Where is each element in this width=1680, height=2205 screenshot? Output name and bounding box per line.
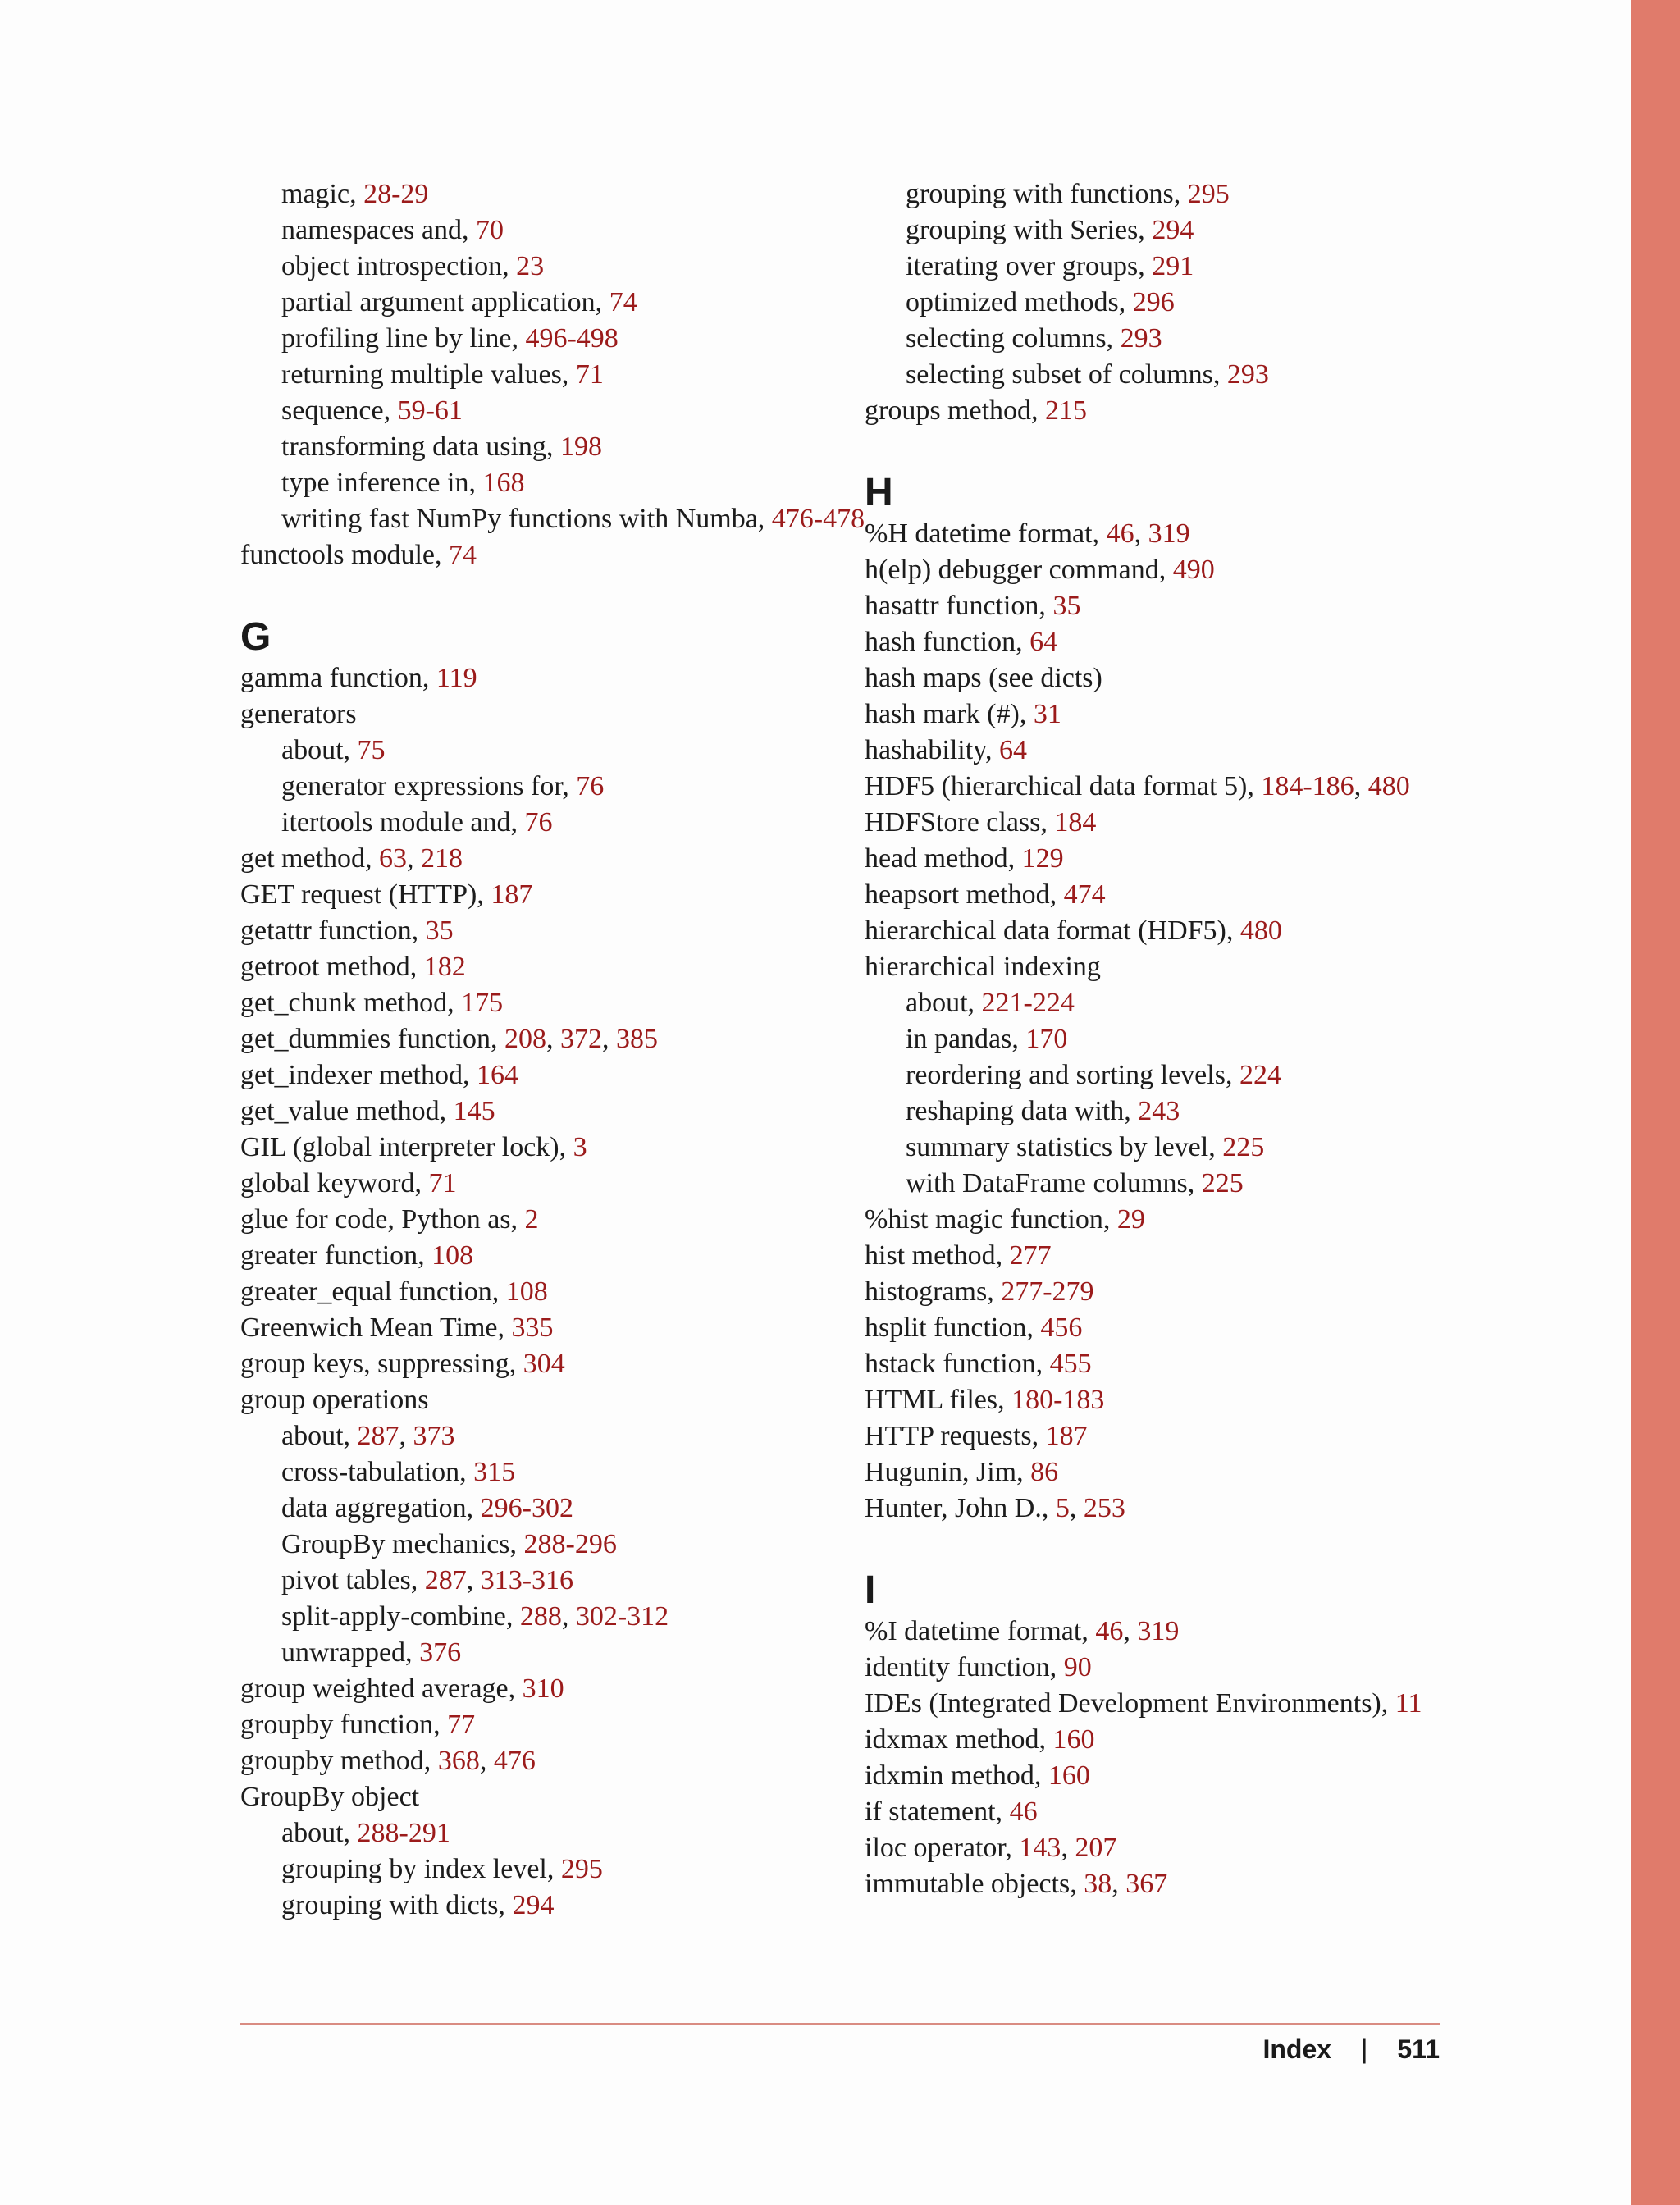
index-term: writing fast NumPy functions with Numba, bbox=[281, 504, 772, 534]
page-reference-link[interactable]: 160 bbox=[1052, 1724, 1095, 1755]
index-term: GET request (HTTP), bbox=[240, 879, 491, 910]
index-subentry bbox=[240, 1563, 897, 1599]
index-term: global keyword, bbox=[240, 1168, 429, 1198]
index-term: %H datetime format, bbox=[865, 518, 1107, 549]
page-reference-link[interactable]: 456 bbox=[1040, 1312, 1083, 1343]
page-reference-link[interactable]: 293 bbox=[1120, 323, 1162, 354]
page-number: 511 bbox=[1397, 2034, 1440, 2064]
index-term: gamma function, bbox=[240, 663, 436, 693]
page-reference-link[interactable]: 335 bbox=[511, 1312, 554, 1343]
index-term: groups method, bbox=[865, 395, 1046, 426]
index-entry bbox=[240, 877, 897, 913]
index-entry bbox=[865, 1274, 1521, 1310]
index-term: grouping by index level, bbox=[281, 1854, 561, 1884]
page-reference-link[interactable]: 215 bbox=[1045, 395, 1088, 426]
page-reference-link[interactable]: 253 bbox=[1083, 1493, 1125, 1523]
index-entry bbox=[865, 1202, 1521, 1238]
index-term: about, bbox=[281, 1421, 358, 1451]
page-reference-link[interactable]: 207 bbox=[1075, 1833, 1117, 1863]
page-reference-link[interactable]: 64 bbox=[999, 735, 1027, 765]
section-letter-i: I bbox=[865, 1568, 876, 1612]
index-term: HTTP requests, bbox=[865, 1421, 1046, 1451]
index-term: immutable objects, bbox=[865, 1869, 1084, 1899]
page-reference-link[interactable]: 119 bbox=[436, 663, 477, 693]
index-subentry bbox=[865, 321, 1521, 357]
page-reference-link[interactable]: 160 bbox=[1048, 1760, 1090, 1791]
index-term: get_chunk method, bbox=[240, 988, 462, 1018]
index-term: cross-tabulation, bbox=[281, 1457, 474, 1487]
page-reference-link[interactable]: 490 bbox=[1172, 555, 1215, 585]
page-reference-link[interactable]: 70 bbox=[475, 215, 504, 245]
index-entry bbox=[865, 1830, 1521, 1866]
index-subentry bbox=[865, 985, 1521, 1021]
page-reference-link[interactable]: 319 bbox=[1148, 518, 1190, 549]
index-subentry bbox=[240, 1418, 897, 1454]
index-entry bbox=[240, 985, 897, 1021]
page-reference-link[interactable]: 71 bbox=[428, 1168, 457, 1198]
page-separator: , bbox=[399, 1421, 413, 1451]
index-entry bbox=[240, 1382, 897, 1418]
index-entry bbox=[865, 1238, 1521, 1274]
page-reference-link[interactable]: 164 bbox=[476, 1060, 518, 1090]
page-reference-link[interactable]: 294 bbox=[1152, 215, 1194, 245]
index-entry bbox=[240, 1057, 897, 1093]
index-entry bbox=[240, 1093, 897, 1130]
page-reference-link[interactable]: 277 bbox=[1009, 1240, 1052, 1271]
page-reference-link[interactable]: 86 bbox=[1030, 1457, 1059, 1487]
page-reference-link[interactable]: 77 bbox=[447, 1710, 476, 1740]
page-separator: , bbox=[561, 1601, 576, 1632]
index-column-right bbox=[865, 176, 1521, 1902]
index-term: about, bbox=[906, 988, 982, 1018]
page-reference-link[interactable]: 168 bbox=[482, 468, 525, 498]
index-term: Hunter, John D., bbox=[865, 1493, 1056, 1523]
index-term: idxmin method, bbox=[865, 1760, 1048, 1791]
index-subentry bbox=[240, 357, 897, 393]
page-reference-link[interactable]: 376 bbox=[419, 1637, 462, 1668]
index-term: greater_equal function, bbox=[240, 1276, 506, 1307]
index-term: get_dummies function, bbox=[240, 1024, 505, 1054]
page-reference-link[interactable]: 29 bbox=[1116, 1204, 1145, 1235]
index-term: unwrapped, bbox=[281, 1637, 420, 1668]
index-subentry bbox=[240, 733, 897, 769]
index-term: reshaping data with, bbox=[906, 1096, 1139, 1126]
index-subentry bbox=[240, 769, 897, 805]
page-reference-link[interactable]: 243 bbox=[1138, 1096, 1180, 1126]
index-subentry bbox=[865, 1166, 1521, 1202]
page-reference-link[interactable]: 474 bbox=[1063, 879, 1106, 910]
page-reference-link[interactable]: 170 bbox=[1025, 1024, 1068, 1054]
page-reference-link[interactable]: 295 bbox=[560, 1854, 603, 1884]
index-entry bbox=[865, 1614, 1521, 1650]
index-subentry bbox=[865, 1130, 1521, 1166]
page-reference-link[interactable]: 75 bbox=[357, 735, 386, 765]
page-reference-link[interactable]: 184-186 bbox=[1261, 771, 1354, 801]
index-term: profiling line by line, bbox=[281, 323, 526, 354]
index-term: Hugunin, Jim, bbox=[865, 1457, 1031, 1487]
index-entry bbox=[240, 1202, 897, 1238]
page-reference-link[interactable]: 76 bbox=[524, 807, 553, 838]
index-subentry bbox=[240, 1815, 897, 1851]
page-reference-link[interactable]: 291 bbox=[1152, 251, 1194, 281]
index-entry bbox=[865, 769, 1521, 805]
page-reference-link[interactable]: 46 bbox=[1009, 1796, 1038, 1827]
page-reference-link[interactable]: 480 bbox=[1367, 771, 1410, 801]
page-reference-link[interactable]: 35 bbox=[425, 915, 454, 946]
index-subentry bbox=[240, 1527, 897, 1563]
index-entry bbox=[865, 1382, 1521, 1418]
index-entry bbox=[240, 660, 897, 696]
index-term: Greenwich Mean Time, bbox=[240, 1312, 512, 1343]
index-subentry bbox=[240, 176, 897, 212]
page-reference-link[interactable]: 129 bbox=[1021, 843, 1064, 874]
index-term: groupby function, bbox=[240, 1710, 448, 1740]
index-entry bbox=[865, 1866, 1521, 1902]
index-subentry bbox=[240, 1635, 897, 1671]
page-reference-link[interactable]: 35 bbox=[1052, 591, 1081, 621]
page-reference-link[interactable]: 480 bbox=[1239, 915, 1282, 946]
page-reference-link[interactable]: 367 bbox=[1125, 1869, 1168, 1899]
page-reference-link[interactable]: 59-61 bbox=[397, 395, 463, 426]
index-entry bbox=[865, 949, 1521, 985]
page-reference-link[interactable]: 293 bbox=[1226, 359, 1269, 390]
index-term: hasattr function, bbox=[865, 591, 1053, 621]
index-subentry bbox=[865, 1021, 1521, 1057]
index-entry bbox=[240, 949, 897, 985]
page-reference-link[interactable]: 296-302 bbox=[480, 1493, 573, 1523]
index-entry bbox=[865, 1310, 1521, 1346]
index-subentry bbox=[865, 249, 1521, 285]
index-entry bbox=[865, 1758, 1521, 1794]
page-reference-link[interactable]: 187 bbox=[491, 879, 533, 910]
index-entry bbox=[865, 841, 1521, 877]
page-reference-link[interactable]: 28-29 bbox=[363, 179, 429, 209]
page-reference-link[interactable]: 221-224 bbox=[981, 988, 1075, 1018]
page-reference-link[interactable]: 310 bbox=[522, 1673, 564, 1704]
index-entry bbox=[865, 588, 1521, 624]
page-reference-link[interactable]: 71 bbox=[575, 359, 604, 390]
page-separator: , bbox=[1112, 1869, 1126, 1899]
page-separator: , bbox=[1134, 518, 1148, 549]
index-term: about, bbox=[281, 1818, 358, 1848]
page-reference-link[interactable]: 224 bbox=[1239, 1060, 1281, 1090]
index-term: GroupBy object bbox=[240, 1782, 420, 1812]
index-entry bbox=[865, 660, 1521, 696]
index-entry bbox=[240, 913, 897, 949]
index-entry bbox=[240, 1166, 897, 1202]
page-reference-link[interactable]: 31 bbox=[1033, 699, 1061, 729]
index-entry bbox=[865, 552, 1521, 588]
page-reference-link[interactable]: 288-291 bbox=[357, 1818, 450, 1848]
index-subentry bbox=[240, 429, 897, 465]
index-subentry bbox=[240, 1454, 897, 1491]
index-entry bbox=[865, 1650, 1521, 1686]
page-reference-link[interactable]: 302-312 bbox=[575, 1601, 669, 1632]
page-reference-link[interactable]: 63 bbox=[379, 843, 408, 874]
page-separator: , bbox=[1354, 771, 1368, 801]
page-reference-link[interactable]: 287 bbox=[357, 1421, 399, 1451]
index-term: greater function, bbox=[240, 1240, 432, 1271]
page-reference-link[interactable]: 108 bbox=[505, 1276, 548, 1307]
index-entry bbox=[240, 1743, 897, 1779]
index-subentry bbox=[865, 357, 1521, 393]
index-subentry bbox=[240, 501, 897, 537]
index-term: hash function, bbox=[865, 627, 1030, 657]
index-term: HDFStore class, bbox=[865, 807, 1055, 838]
page-separator: , bbox=[407, 843, 422, 874]
index-subentry bbox=[240, 805, 897, 841]
index-entry bbox=[240, 1779, 897, 1815]
index-term: IDEs (Integrated Development Environments), bbox=[865, 1688, 1395, 1719]
index-entry bbox=[865, 393, 1521, 429]
page-reference-link[interactable]: 288-296 bbox=[523, 1529, 617, 1559]
section-letter-g: G bbox=[240, 615, 272, 659]
page-reference-link[interactable]: 287 bbox=[424, 1565, 467, 1596]
index-term: data aggregation, bbox=[281, 1493, 481, 1523]
page-separator: , bbox=[479, 1746, 494, 1776]
index-term: grouping with dicts, bbox=[281, 1890, 513, 1920]
index-term: returning multiple values, bbox=[281, 359, 576, 390]
index-term: transforming data using, bbox=[281, 431, 560, 462]
page-reference-link[interactable]: 225 bbox=[1222, 1132, 1265, 1162]
index-entry bbox=[240, 841, 897, 877]
index-subentry bbox=[240, 1888, 897, 1924]
index-subentry bbox=[240, 249, 897, 285]
index-term: partial argument application, bbox=[281, 287, 609, 317]
index-entry bbox=[865, 516, 1521, 552]
index-entry bbox=[865, 696, 1521, 733]
page-reference-link[interactable]: 372 bbox=[560, 1024, 603, 1054]
index-entry bbox=[865, 1491, 1521, 1527]
page-separator: , bbox=[1123, 1616, 1138, 1646]
index-entry bbox=[240, 1671, 897, 1707]
index-term: optimized methods, bbox=[906, 287, 1133, 317]
index-subentry bbox=[240, 1491, 897, 1527]
page-reference-link[interactable]: 198 bbox=[559, 431, 602, 462]
index-subentry bbox=[240, 285, 897, 321]
index-term: head method, bbox=[865, 843, 1022, 874]
index-term: summary statistics by level, bbox=[906, 1132, 1223, 1162]
index-entry bbox=[240, 1274, 897, 1310]
index-subentry bbox=[240, 393, 897, 429]
index-entry bbox=[865, 1346, 1521, 1382]
index-term: get method, bbox=[240, 843, 380, 874]
page-reference-link[interactable]: 76 bbox=[576, 771, 605, 801]
page-reference-link[interactable]: 90 bbox=[1063, 1652, 1092, 1682]
index-subentry bbox=[240, 1599, 897, 1635]
index-subentry bbox=[240, 1851, 897, 1888]
page-reference-link[interactable]: 46 bbox=[1095, 1616, 1124, 1646]
index-term: identity function, bbox=[865, 1652, 1064, 1682]
index-term: hsplit function, bbox=[865, 1312, 1041, 1343]
index-entry bbox=[240, 1707, 897, 1743]
page-reference-link[interactable]: 218 bbox=[421, 843, 463, 874]
index-subentry bbox=[865, 212, 1521, 249]
page-reference-link[interactable]: 182 bbox=[423, 952, 466, 982]
index-entry bbox=[865, 805, 1521, 841]
index-entry bbox=[865, 1686, 1521, 1722]
page-reference-link[interactable]: 319 bbox=[1137, 1616, 1180, 1646]
index-entry bbox=[240, 1021, 897, 1057]
page-reference-link[interactable]: 145 bbox=[453, 1096, 495, 1126]
index-term: itertools module and, bbox=[281, 807, 525, 838]
index-term: h(elp) debugger command, bbox=[865, 555, 1173, 585]
page-reference-link[interactable]: 313-316 bbox=[480, 1565, 574, 1596]
page-reference-link[interactable]: 64 bbox=[1029, 627, 1058, 657]
index-term: namespaces and, bbox=[281, 215, 476, 245]
index-subentry bbox=[865, 285, 1521, 321]
index-term: iloc operator, bbox=[865, 1833, 1020, 1863]
index-term: idxmax method, bbox=[865, 1724, 1053, 1755]
index-term: hashability, bbox=[865, 735, 999, 765]
index-subentry bbox=[865, 1057, 1521, 1093]
page-reference-link[interactable]: 476 bbox=[493, 1746, 536, 1776]
page-reference-link[interactable]: 225 bbox=[1201, 1168, 1244, 1198]
index-term: with DataFrame columns, bbox=[906, 1168, 1202, 1198]
index-term: in pandas, bbox=[906, 1024, 1026, 1054]
index-term: get_value method, bbox=[240, 1096, 454, 1126]
index-term: getattr function, bbox=[240, 915, 426, 946]
index-term: GIL (global interpreter lock), bbox=[240, 1132, 573, 1162]
index-entry bbox=[240, 1346, 897, 1382]
index-term: if statement, bbox=[865, 1796, 1010, 1827]
index-entry bbox=[240, 1130, 897, 1166]
index-term: hash mark (#), bbox=[865, 699, 1034, 729]
page-separator: , bbox=[466, 1565, 481, 1596]
index-term: type inference in, bbox=[281, 468, 483, 498]
index-term: %I datetime format, bbox=[865, 1616, 1096, 1646]
page-reference-link[interactable]: 296 bbox=[1132, 287, 1175, 317]
index-term: group keys, suppressing, bbox=[240, 1349, 523, 1379]
page-reference-link[interactable]: 3 bbox=[573, 1132, 587, 1162]
page-reference-link[interactable]: 455 bbox=[1049, 1349, 1092, 1379]
index-term: split-apply-combine, bbox=[281, 1601, 520, 1632]
page-reference-link[interactable]: 46 bbox=[1106, 518, 1134, 549]
page-reference-link[interactable]: 184 bbox=[1054, 807, 1097, 838]
index-term: iterating over groups, bbox=[906, 251, 1153, 281]
page-reference-link[interactable]: 74 bbox=[609, 287, 637, 317]
page-reference-link[interactable]: 315 bbox=[473, 1457, 516, 1487]
index-term: selecting columns, bbox=[906, 323, 1121, 354]
index-term: functools module, bbox=[240, 540, 450, 570]
page-reference-link[interactable]: 23 bbox=[516, 251, 545, 281]
index-entry bbox=[865, 1454, 1521, 1491]
page-reference-link[interactable]: 38 bbox=[1084, 1869, 1112, 1899]
edge-thumb-tab bbox=[1631, 0, 1680, 2205]
footer-rule bbox=[240, 2023, 1440, 2025]
index-subentry bbox=[240, 321, 897, 357]
index-term: glue for code, Python as, bbox=[240, 1204, 525, 1235]
index-term: HTML files, bbox=[865, 1385, 1012, 1415]
page-reference-link[interactable]: 294 bbox=[512, 1890, 555, 1920]
index-term: generators bbox=[240, 699, 357, 729]
page-separator: , bbox=[546, 1024, 561, 1054]
page-reference-link[interactable]: 74 bbox=[449, 540, 477, 570]
page-reference-link[interactable]: 288 bbox=[519, 1601, 562, 1632]
index-subentry bbox=[240, 212, 897, 249]
page-reference-link[interactable]: 11 bbox=[1395, 1688, 1422, 1719]
index-term: pivot tables, bbox=[281, 1565, 425, 1596]
index-entry bbox=[240, 1310, 897, 1346]
index-subentry bbox=[240, 465, 897, 501]
page-reference-link[interactable]: 304 bbox=[523, 1349, 565, 1379]
index-term: %hist magic function, bbox=[865, 1204, 1117, 1235]
index-term: generator expressions for, bbox=[281, 771, 577, 801]
page-reference-link[interactable]: 496-498 bbox=[525, 323, 619, 354]
index-term: grouping with Series, bbox=[906, 215, 1153, 245]
index-term: get_indexer method, bbox=[240, 1060, 477, 1090]
page-reference-link[interactable]: 5 bbox=[1055, 1493, 1070, 1523]
page-reference-link[interactable]: 175 bbox=[461, 988, 504, 1018]
index-term: hierarchical data format (HDF5), bbox=[865, 915, 1240, 946]
index-term: sequence, bbox=[281, 395, 398, 426]
index-term: getroot method, bbox=[240, 952, 424, 982]
index-entry bbox=[865, 913, 1521, 949]
index-term: reordering and sorting levels, bbox=[906, 1060, 1239, 1090]
index-entry bbox=[865, 624, 1521, 660]
index-term: hist method, bbox=[865, 1240, 1010, 1271]
page-reference-link[interactable]: 373 bbox=[413, 1421, 455, 1451]
index-entry bbox=[240, 1238, 897, 1274]
index-term: hstack function, bbox=[865, 1349, 1050, 1379]
page-reference-link[interactable]: 295 bbox=[1187, 179, 1230, 209]
page-reference-link[interactable]: 108 bbox=[431, 1240, 474, 1271]
index-term: groupby method, bbox=[240, 1746, 438, 1776]
index-entry bbox=[865, 1418, 1521, 1454]
page-separator: , bbox=[602, 1024, 617, 1054]
index-entry bbox=[865, 877, 1521, 913]
index-term: histograms, bbox=[865, 1276, 1002, 1307]
index-term: hash maps (see dicts) bbox=[865, 663, 1102, 693]
section-letter-h: H bbox=[865, 471, 893, 514]
page-reference-link[interactable]: 368 bbox=[437, 1746, 480, 1776]
index-term: group weighted average, bbox=[240, 1673, 523, 1704]
footer-section-label: Index bbox=[1262, 2034, 1332, 2064]
index-term: grouping with functions, bbox=[906, 179, 1188, 209]
index-entry bbox=[865, 733, 1521, 769]
page-footer bbox=[1262, 2034, 1440, 2065]
index-term: selecting subset of columns, bbox=[906, 359, 1227, 390]
page-separator: , bbox=[1069, 1493, 1084, 1523]
page-reference-link[interactable]: 385 bbox=[616, 1024, 659, 1054]
page-reference-link[interactable]: 476-478 bbox=[771, 504, 865, 534]
index-term: GroupBy mechanics, bbox=[281, 1529, 524, 1559]
index-term: heapsort method, bbox=[865, 879, 1064, 910]
index-term: magic, bbox=[281, 179, 364, 209]
index-term: object introspection, bbox=[281, 251, 517, 281]
page-reference-link[interactable]: 143 bbox=[1019, 1833, 1061, 1863]
page-reference-link[interactable]: 2 bbox=[524, 1204, 539, 1235]
page-reference-link[interactable]: 180-183 bbox=[1011, 1385, 1105, 1415]
index-term: group operations bbox=[240, 1385, 429, 1415]
page-reference-link[interactable]: 187 bbox=[1045, 1421, 1088, 1451]
page-separator: , bbox=[1061, 1833, 1075, 1863]
index-entry bbox=[240, 696, 897, 733]
footer-separator: | bbox=[1361, 2034, 1368, 2064]
index-entry bbox=[240, 537, 897, 573]
page-reference-link[interactable]: 277-279 bbox=[1001, 1276, 1094, 1307]
index-entry bbox=[865, 1794, 1521, 1830]
index-term: HDF5 (hierarchical data format 5), bbox=[865, 771, 1262, 801]
index-entry bbox=[865, 1722, 1521, 1758]
index-subentry bbox=[865, 176, 1521, 212]
page-reference-link[interactable]: 208 bbox=[504, 1024, 547, 1054]
index-term: about, bbox=[281, 735, 358, 765]
index-term: hierarchical indexing bbox=[865, 952, 1101, 982]
index-subentry bbox=[865, 1093, 1521, 1130]
index-column-left bbox=[240, 176, 897, 1924]
